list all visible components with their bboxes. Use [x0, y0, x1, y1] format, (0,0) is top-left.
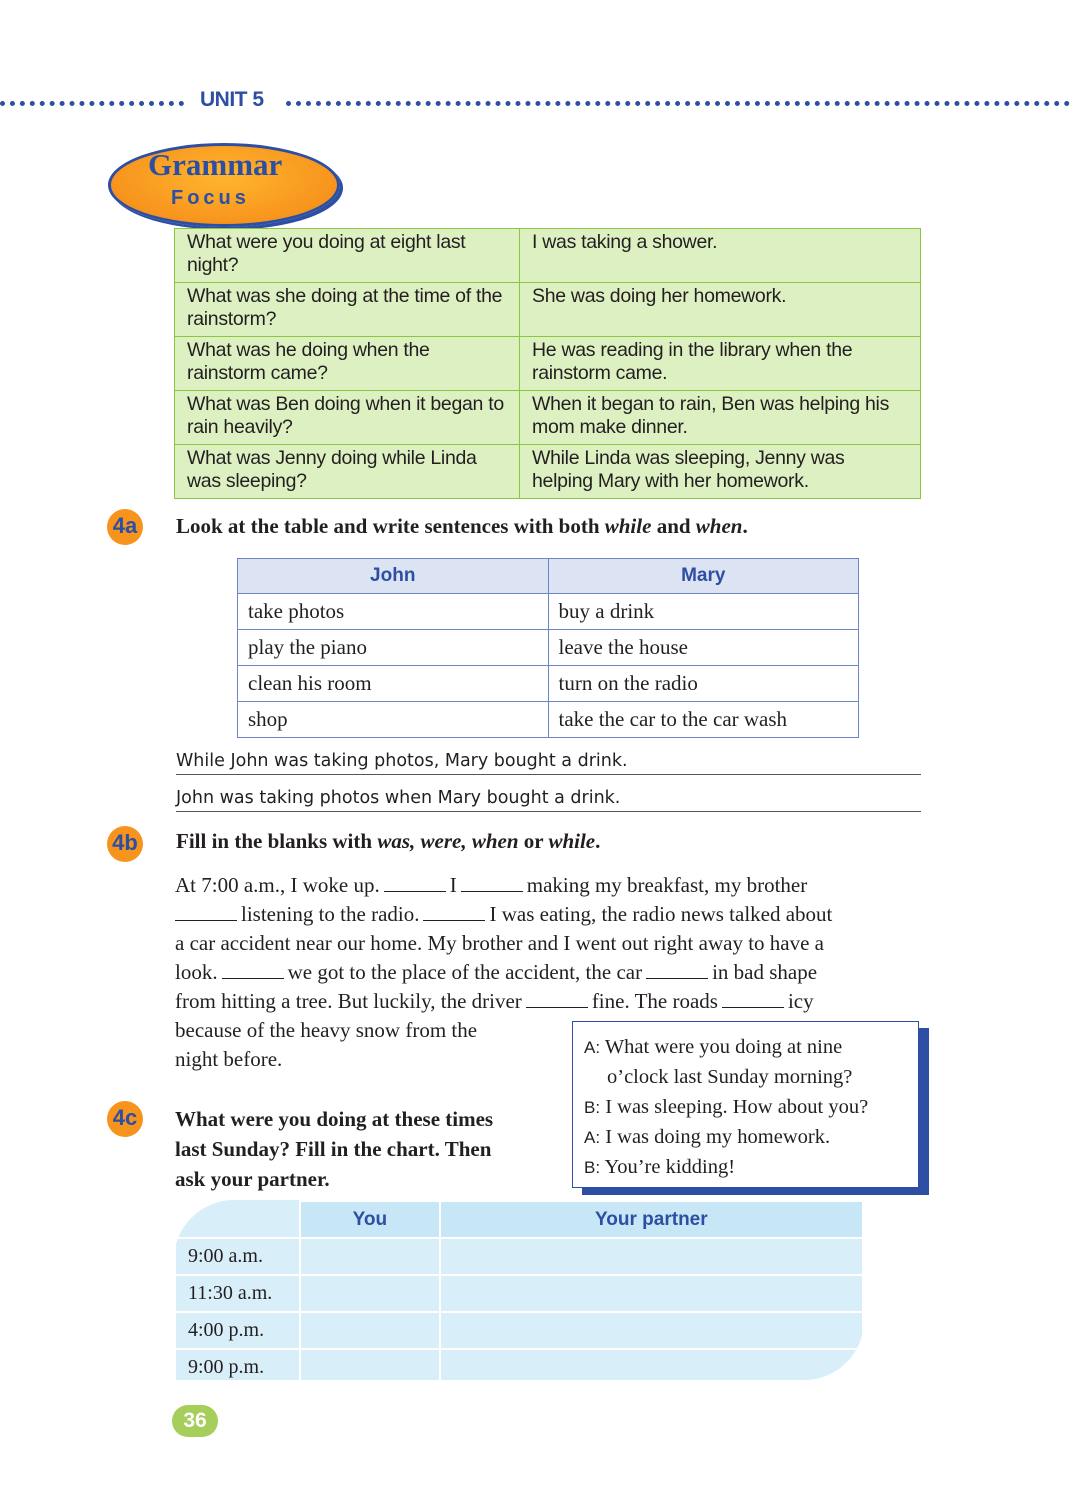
- grammar-answer: She was doing her homework.: [520, 283, 921, 337]
- paragraph-line: At 7:00 a.m., I woke up. I making my breakfast, my brother: [175, 873, 808, 897]
- speaker-label: A:: [584, 1128, 601, 1147]
- time-chart-table: [174, 1200, 864, 1380]
- mary-activity: leave the house: [548, 630, 859, 666]
- example-sentence-1: While John was taking photos, Mary bought a drink.: [176, 749, 921, 775]
- example-sentence-2: John was taking photos when Mary bought a drink.: [176, 786, 921, 812]
- partner-answer-cell[interactable]: [440, 1275, 863, 1312]
- grammar-answer: When it began to rain, Ben was helping his mom make dinner.: [520, 391, 921, 445]
- john-activity: shop: [238, 702, 549, 738]
- table-row: [175, 1312, 863, 1349]
- dialog-line-continued: o’clock last Sunday morning?: [607, 1066, 853, 1088]
- you-answer-cell[interactable]: [300, 1312, 440, 1349]
- exercise-tag-4b: 4b: [107, 826, 143, 862]
- column-header-you: You: [300, 1201, 440, 1238]
- table-row: [175, 1238, 863, 1275]
- grammar-question: What was he doing when the rainstorm came?: [175, 337, 520, 391]
- dialog-line: A: I was doing my homework.: [584, 1126, 831, 1148]
- you-answer-cell[interactable]: [300, 1349, 440, 1380]
- grammar-table: [174, 228, 921, 499]
- time-label: 9:00 p.m.: [175, 1349, 300, 1380]
- corner-cell: [175, 1201, 300, 1238]
- blank-3[interactable]: [175, 902, 237, 921]
- paragraph-line: listening to the radio. I was eating, the radio news talked about: [175, 900, 925, 929]
- column-header-mary: Mary: [548, 559, 859, 594]
- speaker-label: B:: [584, 1158, 601, 1177]
- paragraph-line: from hitting a tree. But luckily, the driver fine. The roads icy: [175, 989, 814, 1013]
- unit-title: UNIT 5: [200, 88, 264, 111]
- mary-activity: buy a drink: [548, 594, 859, 630]
- table-row: [175, 391, 921, 445]
- you-answer-cell[interactable]: [300, 1275, 440, 1312]
- header-dots-left: [0, 101, 184, 106]
- time-label: 9:00 a.m.: [175, 1238, 300, 1275]
- blank-6[interactable]: [646, 960, 708, 979]
- table-row: [238, 630, 859, 666]
- header-dots-right: [286, 101, 1070, 106]
- table-header-row: [175, 1201, 863, 1238]
- table-row: [175, 445, 921, 499]
- grammar-focus-title: Grammar: [148, 147, 283, 182]
- page-number: 36: [172, 1405, 218, 1437]
- table-row: [175, 283, 921, 337]
- mary-activity: turn on the radio: [548, 666, 859, 702]
- blank-4[interactable]: [423, 902, 485, 921]
- exercise-tag-4c: 4c: [107, 1101, 143, 1137]
- table-row: [175, 229, 921, 283]
- blank-2[interactable]: [461, 873, 523, 892]
- grammar-answer: He was reading in the library when the rainstorm came.: [520, 337, 921, 391]
- exercise-4a-instruction: Look at the table and write sentences with both while and when.: [176, 514, 748, 538]
- blank-8[interactable]: [722, 989, 784, 1008]
- table-row: [175, 337, 921, 391]
- grammar-question: What were you doing at eight last night?: [175, 229, 520, 283]
- partner-answer-cell[interactable]: [440, 1312, 863, 1349]
- dialog-line: B: I was sleeping. How about you?: [584, 1096, 869, 1118]
- paragraph-line: a car accident near our home. My brother and I went out right away to have a: [175, 931, 824, 955]
- you-answer-cell[interactable]: [300, 1238, 440, 1275]
- blank-5[interactable]: [222, 960, 284, 979]
- exercise-tag-4a: 4a: [107, 509, 143, 545]
- table-row: [175, 1275, 863, 1312]
- grammar-answer: I was taking a shower.: [520, 229, 921, 283]
- partner-answer-cell[interactable]: [440, 1238, 863, 1275]
- table-row: [238, 666, 859, 702]
- table-row: [238, 594, 859, 630]
- grammar-question: What was Jenny doing while Linda was sleeping?: [175, 445, 520, 499]
- speaker-label: B:: [584, 1098, 601, 1117]
- partner-answer-cell[interactable]: [440, 1349, 863, 1380]
- table-row: [238, 702, 859, 738]
- table-row: [175, 1349, 863, 1380]
- blank-7[interactable]: [526, 989, 588, 1008]
- john-activity: play the piano: [238, 630, 549, 666]
- column-header-partner: Your partner: [440, 1201, 863, 1238]
- mary-activity: take the car to the car wash: [548, 702, 859, 738]
- john-mary-table: [237, 558, 859, 738]
- exercise-4b-instruction: Fill in the blanks with was, were, when or while.: [176, 829, 601, 853]
- grammar-answer: While Linda was sleeping, Jenny was helping Mary with her homework.: [520, 445, 921, 499]
- grammar-question: What was Ben doing when it began to rain heavily?: [175, 391, 520, 445]
- paragraph-line: because of the heavy snow from the: [175, 1018, 478, 1042]
- time-chart: [174, 1200, 864, 1380]
- grammar-question: What was she doing at the time of the rainstorm?: [175, 283, 520, 337]
- john-activity: clean his room: [238, 666, 549, 702]
- time-label: 4:00 p.m.: [175, 1312, 300, 1349]
- time-label: 11:30 a.m.: [175, 1275, 300, 1312]
- grammar-focus-subtitle: Focus: [171, 187, 250, 209]
- table-header-row: [238, 559, 859, 594]
- blank-1[interactable]: [384, 873, 446, 892]
- paragraph-line: look. we got to the place of the accident, the car in bad shape: [175, 960, 818, 984]
- dialog-line: B: You’re kidding!: [584, 1156, 736, 1178]
- speaker-label: A:: [584, 1038, 601, 1057]
- exercise-4c-instruction: What were you doing at these times last Sunday? Fill in the chart. Then ask your partner.: [175, 1107, 494, 1191]
- column-header-john: John: [238, 559, 549, 594]
- john-activity: take photos: [238, 594, 549, 630]
- paragraph-line: night before.: [175, 1047, 283, 1071]
- dialog-line: A: What were you doing at nine: [584, 1036, 843, 1058]
